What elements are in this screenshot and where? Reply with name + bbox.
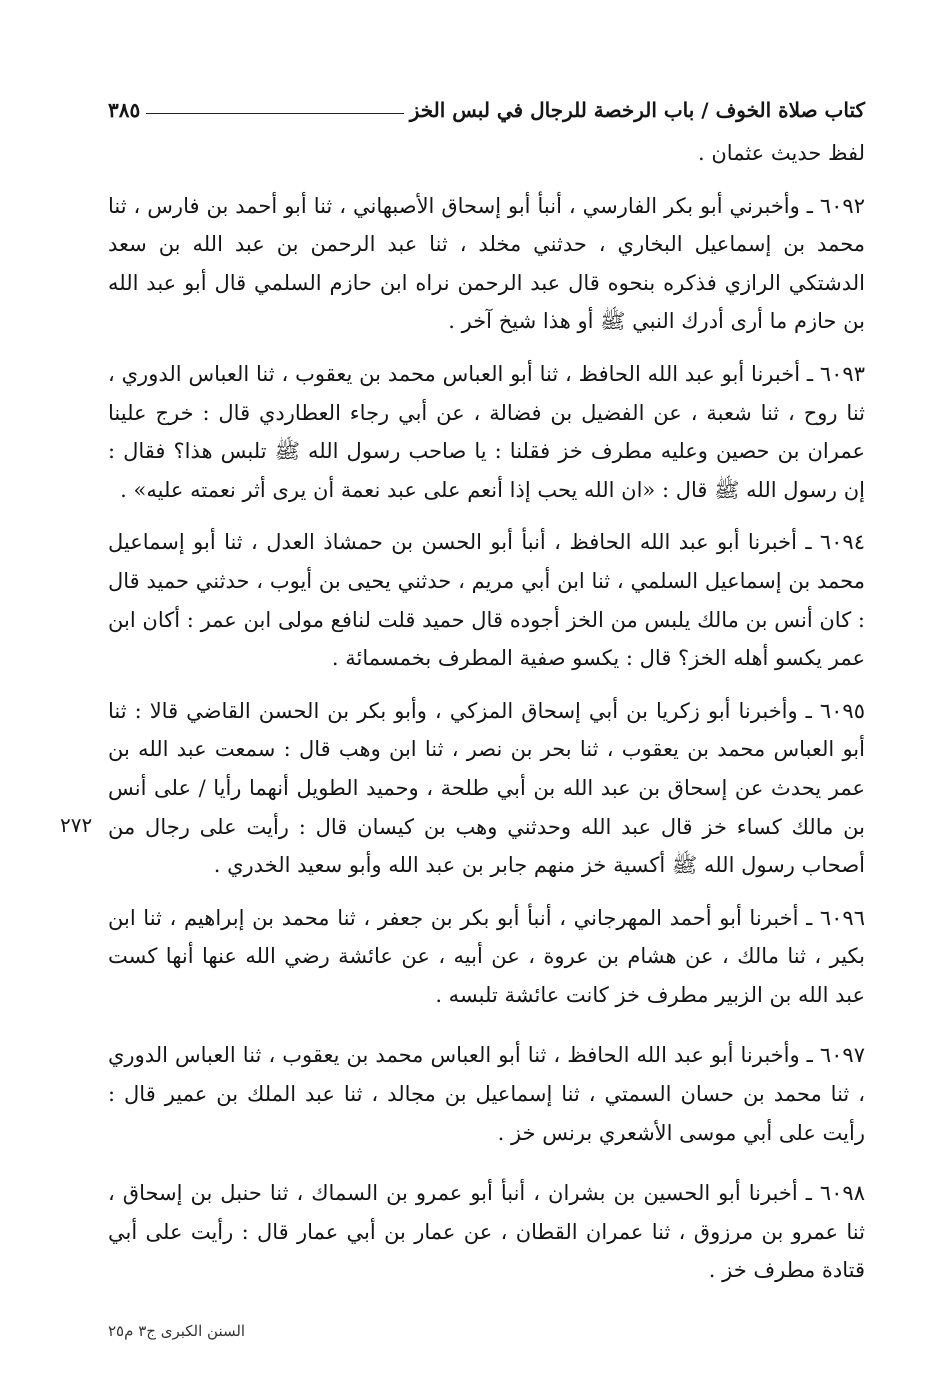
- paragraph-continuation: لفظ حديث عثمان .: [698, 141, 865, 165]
- hadith-6095: ٦٠٩٥ ـ وأخبرنا أبو زكريا بن أبي إسحاق المزكي ، وأبو بكر بن الحسن القاضي قالا : ثنا أبو العباس محمد بن يعقوب ، ثنا بحر بن نصر ، ثنا ابن وهب قال : سمعت عبد الله بن عمر يحدث عن إسحاق بن عبد الله بن أبي طلحة ، وحميد الطويل أنهما رأيا / على أنس بن مالك كساء خز قال عبد الله وحدثني وهب بن كيسان قال : رأيت على رجال من أصحاب رسول الله ﷺ أكسية خز منهم جابر بن عبد الله وأبو سعيد الخدري .: [108, 698, 865, 878]
- hadith-6093: ٦٠٩٣ ـ أخبرنا أبو عبد الله الحافظ ، ثنا أبو العباس محمد بن يعقوب ، ثنا العباس الدوري ، ثنا روح ، ثنا شعبة ، عن الفضيل بن فضالة ، عن أبي رجاء العطاردي قال : خرج علينا عمران بن حصين وعليه مطرف خز فقلنا : يا صاحب رسول الله ﷺ تلبس هذا؟ فقال : إن رسول الله ﷺ قال : «ان الله يحب إذا أنعم على عبد نعمة أن يرى أثر نعمته عليه» .: [108, 361, 865, 502]
- margin-page-reference: ٢٧٢: [60, 813, 93, 837]
- hadith-6098: ٦٠٩٨ ـ أخبرنا أبو الحسين بن بشران ، أنبأ أبو عمرو بن السماك ، ثنا حنبل بن إسحاق ، ثنا عمرو بن مرزوق ، ثنا عمران القطان ، عن عمار بن أبي عمار قال : رأيت على أبي قتادة مطرف خز .: [108, 1181, 865, 1283]
- footer-signature: السنن الكبرى ج٣ م٢٥: [108, 1322, 246, 1340]
- page-number: ٣٨٥: [108, 98, 141, 122]
- chapter-title: كتاب صلاة الخوف / باب الرخصة للرجال في لبس الخز: [409, 98, 865, 122]
- hadith-6096: ٦٠٩٦ ـ أخبرنا أبو أحمد المهرجاني ، أنبأ أبو بكر بن جعفر ، ثنا محمد بن إبراهيم ، ثنا ابن بكير ، ثنا مالك ، عن هشام بن عروة ، عن أبيه ، عن عائشة رضي الله عنها أنها كست عبد الله بن الزبير مطرف خز كانت عائشة تلبسه .: [108, 905, 865, 1007]
- hadith-6097: ٦٠٩٧ ـ وأخبرنا أبو عبد الله الحافظ ، ثنا أبو العباس محمد بن يعقوب ، ثنا العباس الدوري ، ثنا محمد بن حسان السمتي ، ثنا إسماعيل بن مجالد ، ثنا عبد الملك بن عمير قال : رأيت على أبي موسى الأشعري برنس خز .: [108, 1043, 865, 1145]
- header-rule: [146, 113, 404, 114]
- running-header: [108, 84, 865, 120]
- hadith-6092: ٦٠٩٢ ـ وأخبرني أبو بكر الفارسي ، أنبأ أبو إسحاق الأصبهاني ، ثنا أبو أحمد بن فارس ، ثنا محمد بن إسماعيل البخاري ، حدثني مخلد ، ثنا عبد الرحمن بن عبد الله بن سعد الدشتكي الرازي فذكره بنحوه قال عبد الرحمن نراه ابن حازم السلمي قال أبو عبد الله بن حازم ما أرى أدرك النبي ﷺ أو هذا شيخ آخر .: [108, 193, 865, 334]
- main-text: [108, 134, 865, 1290]
- hadith-6094: ٦٠٩٤ ـ أخبرنا أبو عبد الله الحافظ ، أنبأ أبو الحسن بن حمشاذ العدل ، ثنا أبو إسماعيل محمد بن إسماعيل السلمي ، ثنا ابن أبي مريم ، حدثني يحيى بن أيوب ، حدثني حميد قال : كان أنس بن مالك يلبس من الخز أجوده قال حميد قلت لنافع مولى ابن عمر : أكان ابن عمر يكسو أهله الخز؟ قال : يكسو صفية المطرف بخمسمائة .: [108, 530, 865, 671]
